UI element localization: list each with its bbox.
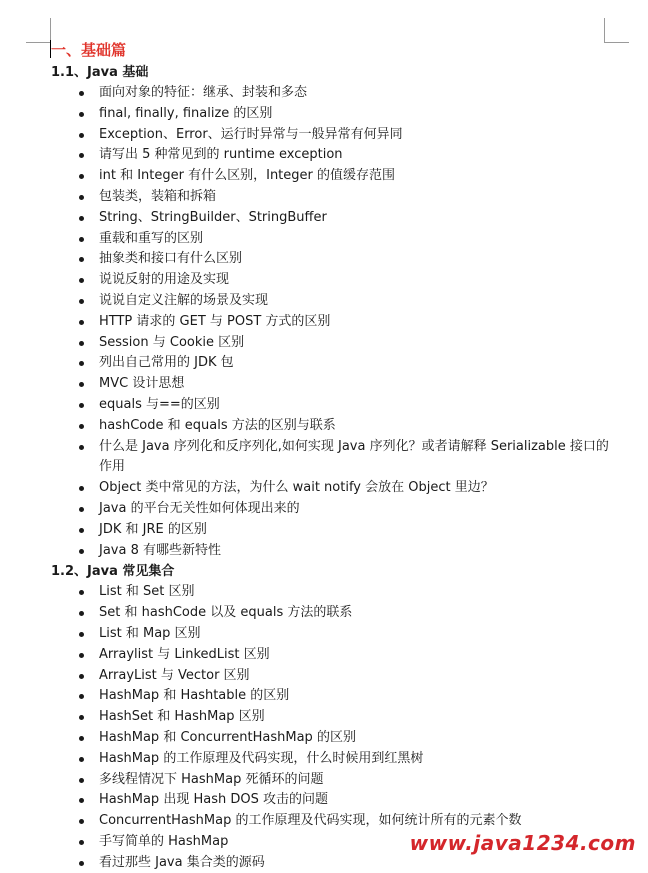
list-item: 重载和重写的区别	[51, 229, 621, 250]
list-item: 手写简单的 HashMap	[51, 832, 621, 853]
list-item: List 和 Map 区别	[51, 624, 621, 645]
list-item: MVC 设计思想	[51, 374, 621, 395]
list-item: 看过那些 Java 集合类的源码	[51, 853, 621, 873]
watermark: www.java1234.com	[409, 831, 636, 855]
list-item: 面向对象的特征：继承、封装和多态	[51, 83, 621, 104]
java-basics-list	[51, 83, 621, 561]
list-item: 抽象类和接口有什么区别	[51, 249, 621, 270]
list-item: List 和 Set 区别	[51, 582, 621, 603]
list-item: Exception、Error、运行时异常与一般异常有何异同	[51, 125, 621, 146]
list-item: 说说反射的用途及实现	[51, 270, 621, 291]
list-item: ConcurrentHashMap 的工作原理及代码实现，如何统计所有的元素个数	[51, 811, 621, 832]
section-heading-java-basics: 1.1、Java 基础	[51, 65, 149, 80]
list-item: 说说自定义注解的场景及实现	[51, 291, 621, 312]
list-item: Java 的平台无关性如何体现出来的	[51, 499, 621, 520]
page-margin-marker-top-left	[26, 18, 51, 43]
list-item: Object 类中常见的方法，为什么 wait notify 会放在 Object 里边？	[51, 478, 621, 499]
document-heading: 一、基础篇	[51, 41, 127, 59]
list-item: 什么是 Java 序列化和反序列化,如何实现 Java 序列化？或者请解释 Serializable 接口的作用	[51, 437, 621, 479]
section-heading-java-collections: 1.2、Java 常见集合	[51, 564, 175, 580]
list-item: HashMap 和 ConcurrentHashMap 的区别	[51, 728, 621, 749]
list-item: HashMap 和 Hashtable 的区别	[51, 686, 621, 707]
list-item: JDK 和 JRE 的区别	[51, 520, 621, 541]
document-body	[51, 38, 621, 873]
list-item: 请写出 5 种常见到的 runtime exception	[51, 145, 621, 166]
list-item: final, finally, finalize 的区别	[51, 104, 621, 125]
list-item: Java 8 有哪些新特性	[51, 541, 621, 562]
list-item: 包装类，装箱和拆箱	[51, 187, 621, 208]
list-item: Set 和 hashCode 以及 equals 方法的联系	[51, 603, 621, 624]
java-collections-list	[51, 582, 621, 873]
list-item: 多线程情况下 HashMap 死循环的问题	[51, 770, 621, 791]
list-item: hashCode 和 equals 方法的区别与联系	[51, 416, 621, 437]
list-item: equals 与==的区别	[51, 395, 621, 416]
list-item: HashSet 和 HashMap 区别	[51, 707, 621, 728]
list-item: HTTP 请求的 GET 与 POST 方式的区别	[51, 312, 621, 333]
list-item: String、StringBuilder、StringBuffer	[51, 208, 621, 229]
list-item: 列出自己常用的 JDK 包	[51, 353, 621, 374]
list-item: Session 与 Cookie 区别	[51, 333, 621, 354]
list-item: HashMap 的工作原理及代码实现，什么时候用到红黑树	[51, 749, 621, 770]
list-item: HashMap 出现 Hash DOS 攻击的问题	[51, 790, 621, 811]
list-item: Arraylist 与 LinkedList 区别	[51, 645, 621, 666]
list-item: ArrayList 与 Vector 区别	[51, 666, 621, 687]
list-item: int 和 Integer 有什么区别，Integer 的值缓存范围	[51, 166, 621, 187]
